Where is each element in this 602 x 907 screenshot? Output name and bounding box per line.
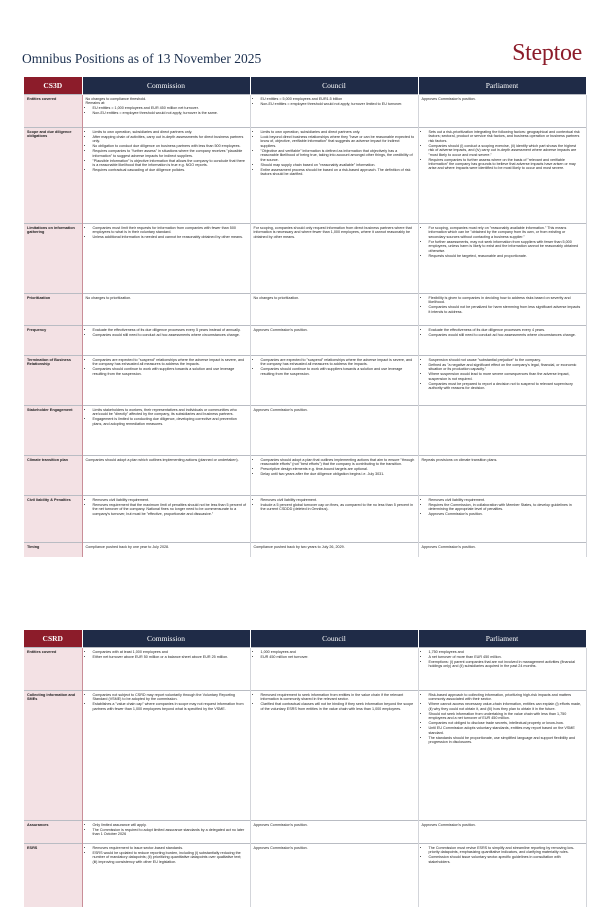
bullet-item: • Until EU Commission adopts voluntary standards, entities may report based on the VSME standard. [429,726,583,735]
cell-parliament [418,844,586,907]
bullet-item: • EU entities = 1,000 employees and EUR 450 million net turnover. [93,106,247,110]
bullet-item: • Removes requirement to issue sector-based standards. [93,846,247,850]
bullet-list [86,130,247,173]
cell-text: Companies should adopt a plan which outlines implementing actions (planned or undertaken). [85,458,239,462]
cell-parliament [418,821,586,844]
row-label: Assurances [24,821,82,844]
cell-commission [82,496,250,543]
bullet-item: • EU entities = 5,000 employees and EUR1.5 billion [261,97,415,101]
bullet-item: • Flexibility is given to companies in deciding how to address risks based on severity and likelihood. [429,296,583,305]
cell-council [250,294,418,326]
page-title: Omnibus Positions as of 13 November 2025 [22,51,262,66]
cell-text: No changes to prioritization. [253,296,300,300]
cell-text: Approves Commission's position. [421,97,476,101]
bullet-item: • Establishes a "value chain cap" where companies in scope may not request information from partners with fewer than 1,000 employees beyond what is specified by the VSME. [93,702,247,711]
cell-parliament [418,326,586,356]
bullet-item: • Where cannot access necessary value-chain information, entities can explain (i) efforts made, (ii) why they could not obtain it, and (iii) how they plan to obtain it in the future. [429,702,583,711]
cell-parliament [418,691,586,821]
cell-text: Approves Commission's position. [253,846,308,850]
cell-commission [82,456,250,496]
bullet-item: • Removes civil liability requirement. [429,498,583,502]
cell-commission [82,406,250,456]
bullet-item: • Delay until two years after the due diligence obligation begins i.e. July 3031. [261,472,415,476]
bullet-item: • Removes requirement that the maximum limit of penalties should not be less than 5 percent of the net turnover of the company. National fines no longer need to be commensurate to a company's turnover, but must be "effective, proportionate and dissuasive." [93,503,247,516]
cell-parliament [418,294,586,326]
cell-text: Approves Commission's position. [253,823,308,827]
bullet-list [254,693,415,711]
bullet-list [254,458,415,477]
bullet-item: • Look beyond direct business relationships where they "have or can be reasonable expected to know of, objective, verifiable information" that suggests an adverse impact for indirect suppliers. [261,135,415,148]
bullet-item: • No obligation to conduct due diligence on business partners with less than 500 employees. [93,144,247,148]
cell-council [250,95,418,128]
row-label: Termination of Business Relationship [24,356,82,406]
bullet-item: • Companies are expected to "suspend" relationships where the adverse impact is severe, and the company has exhausted all measures to address the impacts. [93,358,247,367]
cell-parliament [418,456,586,496]
table-row [24,224,586,294]
bullet-list [254,650,415,659]
row-label: Stakeholder Engagement [24,406,82,456]
csrd-header-row [24,630,586,648]
bullet-list [254,97,415,106]
column-header-commission: Commission [82,77,250,95]
cell-council [250,496,418,543]
bullet-item: • Requests should be targeted, reasonable and proportionate. [429,254,583,258]
table-row [24,496,586,543]
csrd-table [24,630,587,907]
table-row [24,456,586,496]
cell-commission [82,294,250,326]
bullet-item: • Requires companies to further assess where on the basis of "relevant and verifiable information" the company has grounds to believe that adverse impacts have arisen or may arise and where impacts were identified to be most likely to occur and most severe. [429,158,583,171]
bullet-item: • Companies would still need to conduct ad hoc assessments where circumstances change. [429,333,583,337]
bullet-item: • Entire assessment process should be based on a risk-based approach. The definition of risk factors should be clarified. [261,168,415,177]
cell-text: Approves Commission's position. [421,545,476,549]
cell-text: Approves Commission's position. [253,328,308,332]
bullet-item: • Limits to own operation, subsidiaries and direct partners only. [93,130,247,134]
cell-parliament [418,648,586,691]
cell-council [250,456,418,496]
bullet-item: • Removes civil liability requirement. [93,498,247,502]
bullet-item: • Sets out a risk-prioritization integrating the following factors: geographical and contextual risk factors; sectoral, product or service risk factors, and business operation or business partners risk factors. [429,130,583,143]
bullet-item: • EUR 450 million net turnover. [261,655,415,659]
bullet-list [86,408,247,426]
cell-text: Approves Commission's position. [253,408,308,412]
row-label: Entities covered [24,648,82,691]
bullet-item: • Companies should continue to work with suppliers towards a solution and use leverage resulting from the suspension. [261,367,415,376]
table-row [24,543,586,557]
cell-council [250,224,418,294]
bullet-list [422,846,583,864]
bullet-list [86,823,247,837]
table-row [24,821,586,844]
column-header-council: Council [250,77,418,95]
bullet-item: • ESRS would be updated to reduce reporting burden, including (i) substantially reducing the number of mandatory datapoints; (ii) prioritizing quantitative datapoints over qualitative text; (iii) improving consistency with other EU legislation. [93,851,247,864]
bullet-item: • A net turnover of more than EUR 450 million. [429,655,583,659]
bullet-item: • Requires companies to "further assess" in situations where the company receives "plausible information" to suggest adverse impacts for indirect suppliers. [93,149,247,158]
cell-parliament [418,543,586,557]
bullet-list [422,358,583,391]
bullet-list [86,650,247,659]
bullet-item: • Requires contractual cascading of due diligence policies. [93,168,247,172]
bullet-item: • Commission should issue voluntary sector-specific guidelines in consultation with stakeholders. [429,855,583,864]
cell-text: For scoping, companies should only request information from direct business partners where that information is necessary and where fewer than 1,000 employees, where it cannot reasonably be obtained by other means. [253,226,412,239]
cell-commission [82,128,250,224]
table-row [24,326,586,356]
cell-commission [82,648,250,691]
bullet-item: • Where suspension would lead to more severe consequences than the adverse impact, suspension is not required. [429,372,583,381]
bullet-item: • After mapping chain of activities, carry out in-depth assessments for direct business partners only. [93,135,247,144]
bullet-item: • Only limited assurance will apply. [93,823,247,827]
table-row [24,95,586,128]
table-row [24,648,586,691]
bullet-item: • Unless additional information is needed and cannot be reasonably obtained by other means. [93,235,247,239]
cell-commission [82,691,250,821]
page-header [0,0,602,72]
bullet-item: • Companies should adopt a plan that outlines implementing actions that aim to ensure "through reasonable efforts" (not "best efforts") that the company is contributing to the transition. [261,458,415,467]
bullet-item: • Exemptions: (i) parent companies that are not involved in management activities (financial holdings only) and (ii) subsidiaries acquired in the past 24 months. [429,660,583,669]
bullet-item: • The Commission is required to adopt limited assurance standards by a delegated act no later than 1 October 2026 [93,828,247,837]
bullet-list [86,106,247,115]
table-row [24,128,586,224]
cell-council [250,648,418,691]
bullet-item: • Companies not obliged to disclose trade secrets, intellectual property or know-how. [429,721,583,725]
row-label: Frequency [24,326,82,356]
bullet-item: • Companies should continue to work with suppliers towards a solution and use leverage resulting from the suspension. [93,367,247,376]
cell-commission [82,821,250,844]
bullet-item: • Clarified that contractual clauses will not be binding if they seek information beyond the scope of the voluntary ESRS from entities in the value chain with less than 1,000 employees. [261,702,415,711]
bullet-item: • Companies should (i) conduct a scoping exercise, (ii) identify which part shows the highest risk of adverse impacts, and (iv) carry out in-depth assessment where adverse impacts are "most likely to occur and most severe." [429,144,583,157]
column-header-parliament: Parliament [418,630,586,648]
bullet-item: • Non-EU entities = employee threshold would not apply; turnover limited to EU turnover. [261,102,415,106]
bullet-list [254,498,415,512]
bullet-list [422,650,583,669]
bullet-list [422,296,583,314]
bullet-item: • Limits to own operation, subsidiaries and direct partners only. [261,130,415,134]
bullet-item: • Companies would still need to conduct ad hoc assessments where circumstances change. [93,333,247,337]
cell-council [250,406,418,456]
cs3d-header-row [24,77,586,95]
bullet-list [422,130,583,171]
cell-parliament [418,356,586,406]
cell-text: Approves Commission's position. [421,823,476,827]
table-row [24,406,586,456]
bullet-list [422,328,583,337]
cell-council [250,691,418,821]
bullet-list [86,328,247,337]
bullet-list [254,358,415,376]
table-row [24,294,586,326]
row-label: Climate transition plan [24,456,82,496]
bullet-item: • Prescriptive design elements e.g. time-bound targets are optional. [261,467,415,471]
cell-text: Compliance pushed back by two years to July 26, 2029. [253,545,345,549]
cell-text: No changes to prioritization. [85,296,132,300]
bullet-list [254,130,415,176]
cell-commission [82,224,250,294]
cell-commission [82,95,250,128]
bullet-list [422,226,583,258]
bullet-list [86,226,247,240]
bullet-item: • Limits stakeholders to workers, their representatives and individuals or communities who are/could be "directly" affected by the company, its subsidiaries and business partners. [93,408,247,417]
bullet-item: • Removes civil liability requirement. [261,498,415,502]
bullet-item: • Companies must limit their requests for information from companies with fewer than 500 employees to what is in their voluntary standard. [93,226,247,235]
table-row [24,356,586,406]
cell-council [250,844,418,907]
row-label: Limitations on information gathering [24,224,82,294]
bullet-item: • For further assessments, may not seek information from suppliers with fewer than 5,000 employees, unless harm is likely to exist and the information cannot be reasonably obtained otherwise. [429,240,583,253]
steptoe-logo: Steptoe [512,40,582,66]
bullet-item: • Approves Commission's position. [429,512,583,516]
bullet-item: • Defined as "a negative and significant effect on the company's legal, financial, or economic situation or its production capacity." [429,363,583,372]
cell-commission [82,844,250,907]
cell-council [250,128,418,224]
bullet-item: • Include a 5 percent global turnover cap on fines, as compared to the no less than 5 percent in the current CSDDD (deleted in Omnibus). [261,503,415,512]
bullet-item: • Either net turnover above EUR 50 million or a balance sheet above EUR 25 million. [93,655,247,659]
cell-council [250,326,418,356]
bullet-item: • Companies should not be penalized for harm stemming from less significant adverse impacts it intends to address. [429,305,583,314]
row-label: Scope and due diligence obligations [24,128,82,224]
row-label: ESRS [24,844,82,907]
row-label: Collecting information and SMEs [24,691,82,821]
bullet-item: • Evaluate the effectiveness of its due diligence processes every 4 years. [429,328,583,332]
bullet-item: • "Plausible information" is objective information that allows the company to conclude that there is a reasonable likelihood that the information is true e.g. NGO reports. [93,159,247,168]
column-header-commission: Commission [82,630,250,648]
bullet-item: • Companies not subject to CSRD may report voluntarily through the Voluntary Reporting Standard (VSME) to be adopted by the commission. [93,693,247,702]
bullet-item: • Companies must be prepared to report a decision not to suspend to relevant supervisory authority with reasons for decision. [429,382,583,391]
cell-text: Repeals provisions on climate transition plans. [421,458,498,462]
bullet-item: • Risk-based approach to collecting information, prioritizing high-risk impacts and matters commonly associated with their sector. [429,693,583,702]
bullet-item: • Should not seek information from undertaking in the value chain with less than 1,750 employees and a net turnover of EUR 450 million. [429,712,583,721]
bullet-item: • For scoping, companies must rely on "reasonably available information." This means information which can be "obtained by the company from its own, or from existing or secondary sources without contacting a business supplier." [429,226,583,239]
cell-commission [82,543,250,557]
bullet-item: • The Commission must revise ESRS to simplify and streamline reporting by removing low-priority datapoints, emphasizing quantitative indicators, and clarifying materiality rules. [429,846,583,855]
bullet-item: • Engagement is limited to conducting due diligence, developing corrective and prevention plans, and adopting remediation measures. [93,417,247,426]
row-label: Timing [24,543,82,557]
column-header-parliament: Parliament [418,77,586,95]
bullet-item: • "Objective and verifiable" information is defined as information that objectively has a reasonable likelihood of being true, taking into account amongst other things, the credibility of the source. [261,149,415,162]
row-label: Prioritization [24,294,82,326]
bullet-item: • Suspension should not cause "substantial prejudice" to the company. [429,358,583,362]
cell-parliament [418,496,586,543]
bullet-item: • Companies are expected to "suspend" relationships where the adverse impact is severe, and the company has exhausted all measures to address the impacts. [261,358,415,367]
cell-parliament [418,406,586,456]
bullet-item: • 1,750 employees and [429,650,583,654]
bullet-list [86,693,247,711]
row-label: Entities covered [24,95,82,128]
cell-commission [82,356,250,406]
bullet-item: • Requires the Commission, in collaboration with Member States, to develop guidelines in determining the appropriate level of penalties. [429,503,583,512]
cell-parliament [418,224,586,294]
table-name: CSRD [24,630,82,648]
bullet-item: • 1,000 employees and [261,650,415,654]
cell-council [250,543,418,557]
bullet-item: • The standards should be proportionate, use simplified language and support flexibility and progression in disclosures. [429,736,583,745]
cell-text: Compliance pushed back by one year to July 2028. [85,545,170,549]
cell-text: No changes to compliance threshold. Remains at: [85,97,147,106]
bullet-item: • Companies with at least 1,000 employees and [93,650,247,654]
bullet-item: • Evaluate the effectiveness of its due diligence processes every 5 years instead of annually. [93,328,247,332]
bullet-item: • Non-EU entities = employee threshold would not apply; turnover is the same. [93,111,247,115]
bullet-list [422,693,583,744]
table-name: CS3D [24,77,82,95]
cell-parliament [418,95,586,128]
table-row [24,844,586,907]
row-label: Civil liability & Penalties [24,496,82,543]
bullet-item: • Removed requirement to seek information from entities in the value chain if the relevant information is commonly shared in the relevant sector. [261,693,415,702]
column-header-council: Council [250,630,418,648]
cell-parliament [418,128,586,224]
cs3d-table [24,77,587,557]
bullet-list [86,498,247,516]
table-row [24,691,586,821]
bullet-list [86,846,247,864]
bullet-list [422,498,583,517]
cell-council [250,821,418,844]
bullet-list [86,358,247,376]
bullet-item: • Should map supply chain based on "reasonably available" information. [261,163,415,167]
cell-council [250,356,418,406]
cell-commission [82,326,250,356]
